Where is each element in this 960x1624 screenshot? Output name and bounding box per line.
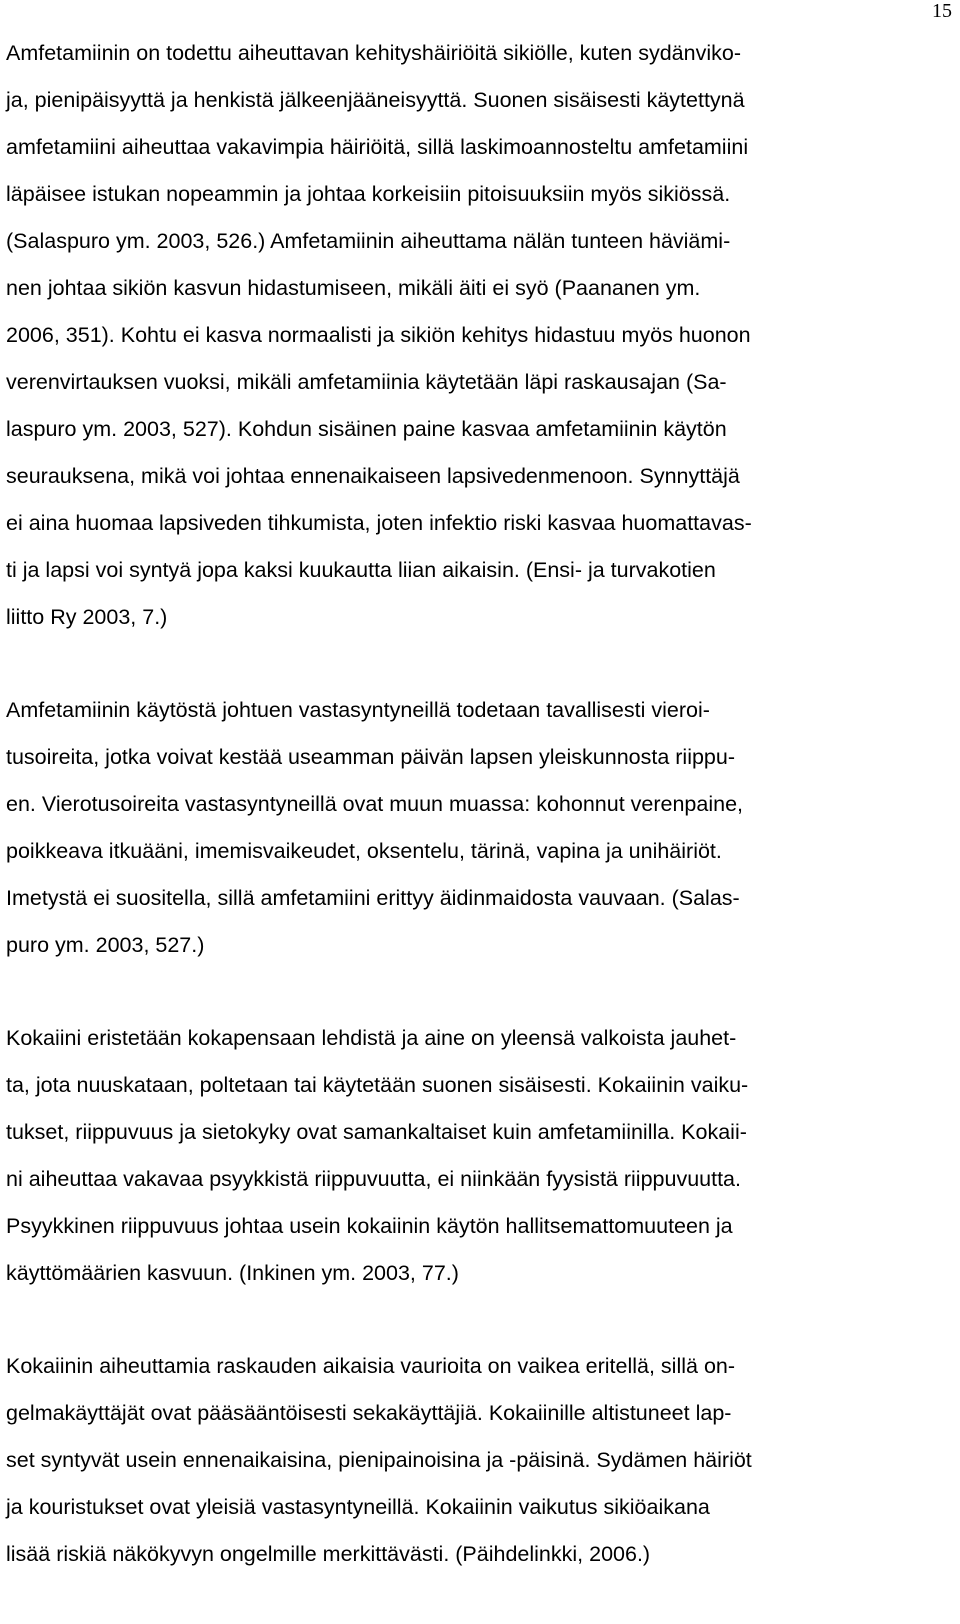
text-line: ti ja lapsi voi syntyä jopa kaksi kuukautta liian aikaisin. (Ensi- ja turvakotien [6, 558, 716, 582]
text-line: en. Vierotusoireita vastasyntyneillä ovat muun muassa: kohonnut verenpaine, [6, 792, 744, 816]
text-line: Kokaiini eristetään kokapensaan lehdistä ja aine on yleensä valkoista jauhet- [6, 1026, 737, 1050]
text-line: (Salaspuro ym. 2003, 526.) Amfetamiinin aiheuttama nälän tunteen häviämi- [6, 229, 731, 253]
text-line: Kokaiinin aiheuttamia raskauden aikaisia vaurioita on vaikea eritellä, sillä on- [6, 1354, 736, 1378]
text-line: ei aina huomaa lapsiveden tihkumista, joten infektio riski kasvaa huomattavas- [6, 511, 752, 535]
text-line: ni aiheuttaa vakavaa psyykkistä riippuvuutta, ei niinkään fyysistä riippuvuutta. [6, 1167, 741, 1191]
page-number: 15 [932, 0, 952, 22]
text-line: 2006, 351). Kohtu ei kasva normaalisti ja sikiön kehitys hidastuu myös huonon [6, 323, 751, 347]
text-line: liitto Ry 2003, 7.) [6, 605, 168, 629]
text-line: lisää riskiä näkökyvyn ongelmille merkittävästi. (Päihdelinkki, 2006.) [6, 1542, 651, 1566]
text-line: Psyykkinen riippuvuus johtaa usein kokaiinin käytön hallitsemattomuuteen ja [6, 1214, 733, 1238]
text-line: Imetystä ei suositella, sillä amfetamiini erittyy äidinmaidosta vauvaan. (Salas- [6, 886, 740, 910]
paragraph-newborn-withdrawal [6, 687, 951, 969]
text-line: tusoireita, jotka voivat kestää useamman päivän lapsen yleiskunnosta riippu- [6, 745, 736, 769]
text-line: ja kouristukset ovat yleisiä vastasyntyneillä. Kokaiinin vaikutus sikiöaikana [6, 1495, 710, 1519]
text-line: ta, jota nuuskataan, poltetaan tai käytetään suonen sisäisesti. Kokaiinin vaiku- [6, 1073, 749, 1097]
text-line: nen johtaa sikiön kasvun hidastumiseen, mikäli äiti ei syö (Paananen ym. [6, 276, 701, 300]
text-line: poikkeava itkuääni, imemisvaikeudet, oksentelu, tärinä, vapina ja unihäiriöt. [6, 839, 722, 863]
text-line: amfetamiini aiheuttaa vakavimpia häiriöitä, sillä laskimoannosteltu amfetamiini [6, 135, 749, 159]
text-line: gelmakäyttäjät ovat pääsääntöisesti sekakäyttäjiä. Kokaiinille altistuneet lap- [6, 1401, 732, 1425]
text-line: ja, pienipäisyyttä ja henkistä jälkeenjääneisyyttä. Suonen sisäisesti käytettynä [6, 88, 745, 112]
text-line: tukset, riippuvuus ja sietokyky ovat samankaltaiset kuin amfetamiinilla. Kokaii- [6, 1120, 747, 1144]
text-line: set syntyvät usein ennenaikaisina, pienipainoisina ja -päisinä. Sydämen häiriöt [6, 1448, 752, 1472]
text-line: laspuro ym. 2003, 527). Kohdun sisäinen paine kasvaa amfetamiinin käytön [6, 417, 727, 441]
text-line: puro ym. 2003, 527.) [6, 933, 205, 957]
paragraph-amphetamine-fetal-effects [6, 30, 951, 641]
page-body [6, 30, 951, 1624]
paragraph-cocaine-pregnancy [6, 1343, 951, 1578]
text-line: käyttömäärien kasvuun. (Inkinen ym. 2003, 77.) [6, 1261, 459, 1285]
text-line: Amfetamiinin käytöstä johtuen vastasyntyneillä todetaan tavallisesti vieroi- [6, 698, 710, 722]
text-line: seurauksena, mikä voi johtaa ennenaikaiseen lapsivedenmenoon. Synnyttäjä [6, 464, 740, 488]
text-line: Amfetamiinin on todettu aiheuttavan kehityshäiriöitä sikiölle, kuten sydänviko- [6, 41, 741, 65]
text-line: läpäisee istukan nopeammin ja johtaa korkeisiin pitoisuuksiin myös sikiössä. [6, 182, 731, 206]
text-line: verenvirtauksen vuoksi, mikäli amfetamiinia käytetään läpi raskausajan (Sa- [6, 370, 727, 394]
paragraph-cocaine-overview [6, 1015, 951, 1297]
